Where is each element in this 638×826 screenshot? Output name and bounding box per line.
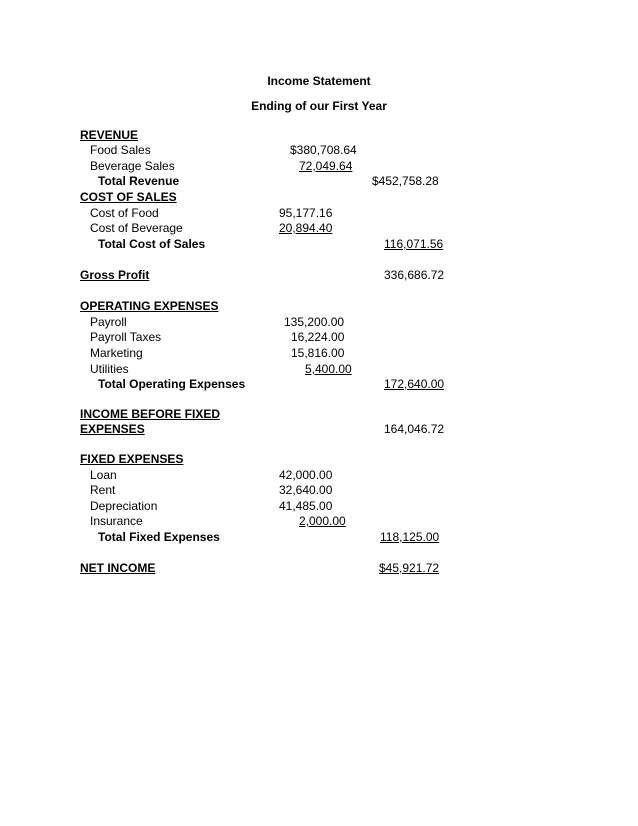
line-item-label: Rent — [90, 483, 116, 497]
net-income-label: NET INCOME — [80, 561, 156, 575]
fixed-expenses-heading: FIXED EXPENSES — [80, 452, 184, 466]
line-item-label: Payroll — [90, 315, 127, 329]
line-item-label: Depreciation — [90, 499, 158, 513]
total-operating-expenses-label: Total Operating Expenses — [98, 377, 246, 391]
line-item-label: Utilities — [90, 362, 129, 376]
total-cost-of-sales-label: Total Cost of Sales — [98, 237, 206, 251]
line-item-label: Beverage Sales — [90, 159, 175, 173]
income-before-fixed-label-line2: EXPENSES — [80, 422, 145, 436]
line-item-label: Cost of Beverage — [90, 221, 183, 235]
revenue-heading: REVENUE — [80, 128, 139, 142]
cost-of-sales-heading: COST OF SALES — [80, 190, 177, 204]
operating-expenses-heading: OPERATING EXPENSES — [80, 299, 219, 313]
gross-profit-label: Gross Profit — [80, 268, 150, 282]
document-title: Income Statement — [267, 74, 371, 88]
income-before-fixed-label-line1: INCOME BEFORE FIXED — [80, 407, 221, 421]
document-subtitle: Ending of our First Year — [251, 99, 387, 113]
line-item-label: Payroll Taxes — [90, 330, 162, 344]
line-item-label: Food Sales — [90, 143, 151, 157]
line-item-label: Loan — [90, 468, 117, 482]
line-item-label: Insurance — [90, 514, 143, 528]
line-item-label: Marketing — [90, 346, 143, 360]
line-item-label: Cost of Food — [90, 206, 159, 220]
total-fixed-expenses-label: Total Fixed Expenses — [98, 530, 220, 544]
total-revenue-label: Total Revenue — [98, 174, 180, 188]
